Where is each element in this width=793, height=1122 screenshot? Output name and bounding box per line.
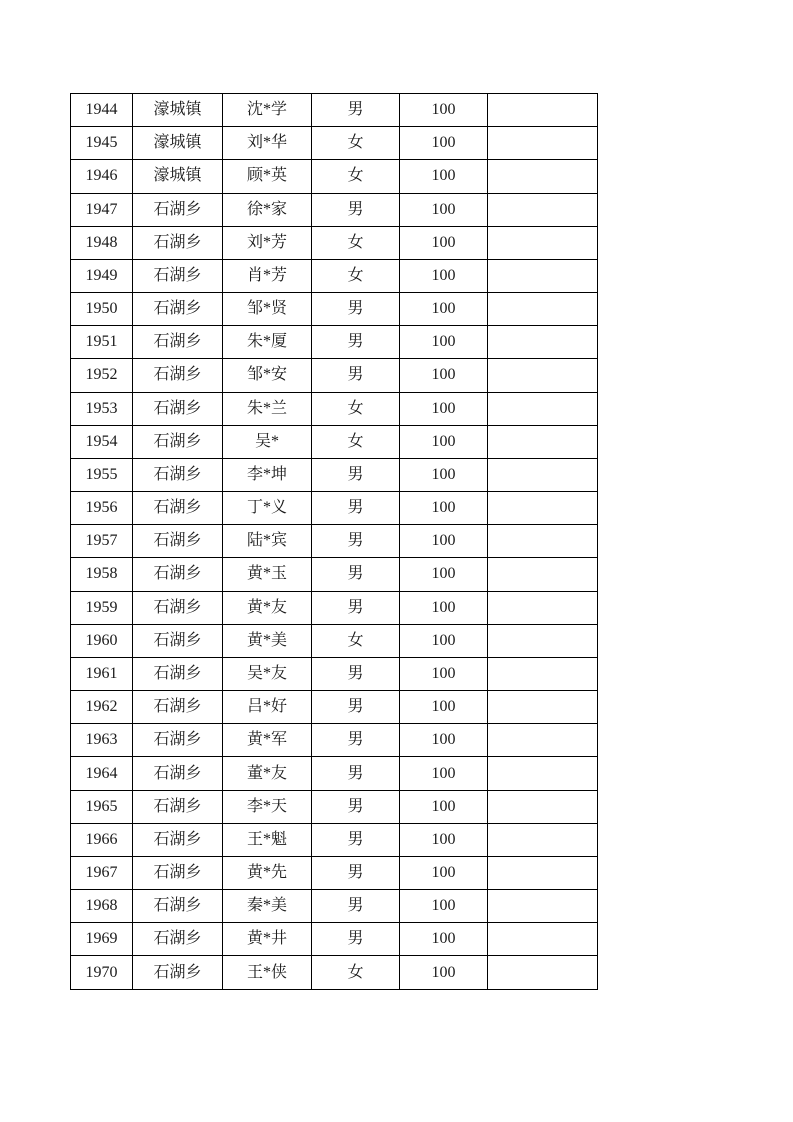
- cell-gender: 男: [312, 558, 400, 591]
- cell-gender: 男: [312, 193, 400, 226]
- cell-gender: 女: [312, 160, 400, 193]
- cell-note: [488, 458, 598, 491]
- cell-town-name: 石湖乡: [133, 956, 223, 990]
- table-row: [71, 956, 598, 990]
- cell-note: [488, 757, 598, 790]
- cell-person-name: 王*魁: [223, 823, 312, 856]
- cell-person-name: 陆*宾: [223, 525, 312, 558]
- cell-town-name: 石湖乡: [133, 392, 223, 425]
- cell-gender: 女: [312, 956, 400, 990]
- cell-town-name: 石湖乡: [133, 624, 223, 657]
- cell-amount: 100: [400, 359, 488, 392]
- cell-town-name: 石湖乡: [133, 359, 223, 392]
- table-row: [71, 624, 598, 657]
- cell-person-name: 黄*美: [223, 624, 312, 657]
- cell-serial-number: 1957: [71, 525, 133, 558]
- cell-gender: 男: [312, 923, 400, 956]
- cell-person-name: 朱*兰: [223, 392, 312, 425]
- table-row: [71, 492, 598, 525]
- cell-gender: 女: [312, 392, 400, 425]
- cell-person-name: 肖*芳: [223, 259, 312, 292]
- cell-person-name: 黄*友: [223, 591, 312, 624]
- table-row: [71, 823, 598, 856]
- table-row: [71, 127, 598, 160]
- cell-serial-number: 1953: [71, 392, 133, 425]
- cell-gender: 男: [312, 525, 400, 558]
- cell-town-name: 濠城镇: [133, 94, 223, 127]
- cell-note: [488, 691, 598, 724]
- cell-serial-number: 1964: [71, 757, 133, 790]
- cell-amount: 100: [400, 226, 488, 259]
- cell-note: [488, 558, 598, 591]
- cell-town-name: 石湖乡: [133, 790, 223, 823]
- cell-gender: 男: [312, 691, 400, 724]
- cell-note: [488, 94, 598, 127]
- cell-note: [488, 160, 598, 193]
- cell-gender: 男: [312, 890, 400, 923]
- cell-town-name: 石湖乡: [133, 691, 223, 724]
- table-body: [71, 94, 598, 990]
- cell-gender: 男: [312, 790, 400, 823]
- table-row: [71, 293, 598, 326]
- cell-town-name: 石湖乡: [133, 259, 223, 292]
- cell-town-name: 石湖乡: [133, 856, 223, 889]
- cell-town-name: 石湖乡: [133, 923, 223, 956]
- cell-serial-number: 1960: [71, 624, 133, 657]
- cell-amount: 100: [400, 956, 488, 990]
- table-row: [71, 425, 598, 458]
- cell-note: [488, 624, 598, 657]
- cell-town-name: 石湖乡: [133, 458, 223, 491]
- table-row: [71, 458, 598, 491]
- cell-serial-number: 1954: [71, 425, 133, 458]
- cell-town-name: 石湖乡: [133, 193, 223, 226]
- cell-serial-number: 1951: [71, 326, 133, 359]
- cell-note: [488, 856, 598, 889]
- table-row: [71, 392, 598, 425]
- cell-gender: 男: [312, 492, 400, 525]
- cell-note: [488, 127, 598, 160]
- table-row: [71, 591, 598, 624]
- cell-amount: 100: [400, 890, 488, 923]
- cell-gender: 男: [312, 591, 400, 624]
- cell-note: [488, 724, 598, 757]
- cell-gender: 男: [312, 293, 400, 326]
- cell-note: [488, 657, 598, 690]
- cell-note: [488, 326, 598, 359]
- cell-note: [488, 193, 598, 226]
- cell-town-name: 石湖乡: [133, 293, 223, 326]
- cell-person-name: 丁*义: [223, 492, 312, 525]
- cell-serial-number: 1959: [71, 591, 133, 624]
- cell-gender: 女: [312, 226, 400, 259]
- table-row: [71, 226, 598, 259]
- cell-gender: 男: [312, 657, 400, 690]
- table-row: [71, 757, 598, 790]
- cell-person-name: 吴*友: [223, 657, 312, 690]
- cell-person-name: 刘*华: [223, 127, 312, 160]
- cell-person-name: 邹*贤: [223, 293, 312, 326]
- table-row: [71, 724, 598, 757]
- cell-serial-number: 1969: [71, 923, 133, 956]
- table-row: [71, 657, 598, 690]
- cell-note: [488, 492, 598, 525]
- cell-serial-number: 1946: [71, 160, 133, 193]
- cell-serial-number: 1945: [71, 127, 133, 160]
- cell-note: [488, 392, 598, 425]
- cell-gender: 男: [312, 326, 400, 359]
- cell-note: [488, 591, 598, 624]
- cell-amount: 100: [400, 591, 488, 624]
- table-row: [71, 94, 598, 127]
- cell-amount: 100: [400, 127, 488, 160]
- cell-person-name: 王*侠: [223, 956, 312, 990]
- cell-serial-number: 1948: [71, 226, 133, 259]
- cell-amount: 100: [400, 425, 488, 458]
- cell-serial-number: 1963: [71, 724, 133, 757]
- cell-person-name: 顾*英: [223, 160, 312, 193]
- cell-person-name: 吕*好: [223, 691, 312, 724]
- cell-amount: 100: [400, 724, 488, 757]
- table-row: [71, 890, 598, 923]
- cell-serial-number: 1962: [71, 691, 133, 724]
- cell-serial-number: 1970: [71, 956, 133, 990]
- cell-gender: 女: [312, 127, 400, 160]
- beneficiary-table: [70, 93, 598, 990]
- cell-serial-number: 1961: [71, 657, 133, 690]
- cell-note: [488, 923, 598, 956]
- table-row: [71, 923, 598, 956]
- table-row: [71, 160, 598, 193]
- cell-town-name: 石湖乡: [133, 823, 223, 856]
- cell-person-name: 秦*美: [223, 890, 312, 923]
- cell-amount: 100: [400, 94, 488, 127]
- cell-amount: 100: [400, 326, 488, 359]
- cell-gender: 男: [312, 359, 400, 392]
- cell-serial-number: 1968: [71, 890, 133, 923]
- cell-town-name: 石湖乡: [133, 492, 223, 525]
- cell-person-name: 董*友: [223, 757, 312, 790]
- cell-note: [488, 790, 598, 823]
- cell-serial-number: 1955: [71, 458, 133, 491]
- cell-gender: 男: [312, 757, 400, 790]
- cell-serial-number: 1949: [71, 259, 133, 292]
- cell-serial-number: 1947: [71, 193, 133, 226]
- cell-person-name: 黄*先: [223, 856, 312, 889]
- cell-amount: 100: [400, 657, 488, 690]
- cell-note: [488, 226, 598, 259]
- cell-note: [488, 956, 598, 990]
- cell-serial-number: 1966: [71, 823, 133, 856]
- cell-serial-number: 1956: [71, 492, 133, 525]
- cell-person-name: 邹*安: [223, 359, 312, 392]
- cell-amount: 100: [400, 458, 488, 491]
- table-row: [71, 790, 598, 823]
- cell-serial-number: 1967: [71, 856, 133, 889]
- cell-note: [488, 890, 598, 923]
- cell-gender: 男: [312, 823, 400, 856]
- cell-serial-number: 1944: [71, 94, 133, 127]
- table-row: [71, 193, 598, 226]
- cell-amount: 100: [400, 691, 488, 724]
- cell-gender: 男: [312, 724, 400, 757]
- cell-amount: 100: [400, 160, 488, 193]
- cell-town-name: 濠城镇: [133, 160, 223, 193]
- cell-gender: 女: [312, 624, 400, 657]
- table-row: [71, 558, 598, 591]
- cell-person-name: 徐*家: [223, 193, 312, 226]
- table-row: [71, 691, 598, 724]
- cell-note: [488, 259, 598, 292]
- cell-person-name: 李*天: [223, 790, 312, 823]
- cell-person-name: 沈*学: [223, 94, 312, 127]
- cell-gender: 男: [312, 458, 400, 491]
- cell-gender: 男: [312, 94, 400, 127]
- table-row: [71, 359, 598, 392]
- cell-amount: 100: [400, 293, 488, 326]
- cell-person-name: 李*坤: [223, 458, 312, 491]
- cell-town-name: 石湖乡: [133, 525, 223, 558]
- cell-amount: 100: [400, 558, 488, 591]
- table-row: [71, 525, 598, 558]
- cell-note: [488, 425, 598, 458]
- cell-amount: 100: [400, 757, 488, 790]
- cell-town-name: 石湖乡: [133, 425, 223, 458]
- cell-town-name: 石湖乡: [133, 226, 223, 259]
- cell-note: [488, 525, 598, 558]
- cell-amount: 100: [400, 856, 488, 889]
- cell-person-name: 黄*玉: [223, 558, 312, 591]
- cell-person-name: 吴*: [223, 425, 312, 458]
- cell-town-name: 石湖乡: [133, 757, 223, 790]
- cell-town-name: 石湖乡: [133, 657, 223, 690]
- cell-serial-number: 1950: [71, 293, 133, 326]
- cell-amount: 100: [400, 392, 488, 425]
- cell-serial-number: 1965: [71, 790, 133, 823]
- cell-amount: 100: [400, 923, 488, 956]
- cell-gender: 女: [312, 259, 400, 292]
- cell-town-name: 石湖乡: [133, 558, 223, 591]
- cell-town-name: 濠城镇: [133, 127, 223, 160]
- cell-person-name: 黄*军: [223, 724, 312, 757]
- cell-serial-number: 1958: [71, 558, 133, 591]
- cell-person-name: 黄*井: [223, 923, 312, 956]
- cell-amount: 100: [400, 823, 488, 856]
- cell-note: [488, 823, 598, 856]
- cell-serial-number: 1952: [71, 359, 133, 392]
- cell-amount: 100: [400, 193, 488, 226]
- cell-gender: 女: [312, 425, 400, 458]
- cell-gender: 男: [312, 856, 400, 889]
- table-row: [71, 259, 598, 292]
- cell-town-name: 石湖乡: [133, 591, 223, 624]
- cell-town-name: 石湖乡: [133, 724, 223, 757]
- cell-amount: 100: [400, 492, 488, 525]
- cell-person-name: 刘*芳: [223, 226, 312, 259]
- cell-note: [488, 293, 598, 326]
- table-row: [71, 856, 598, 889]
- cell-amount: 100: [400, 790, 488, 823]
- cell-amount: 100: [400, 525, 488, 558]
- cell-town-name: 石湖乡: [133, 890, 223, 923]
- cell-person-name: 朱*厦: [223, 326, 312, 359]
- cell-note: [488, 359, 598, 392]
- table-row: [71, 326, 598, 359]
- cell-town-name: 石湖乡: [133, 326, 223, 359]
- cell-amount: 100: [400, 624, 488, 657]
- cell-amount: 100: [400, 259, 488, 292]
